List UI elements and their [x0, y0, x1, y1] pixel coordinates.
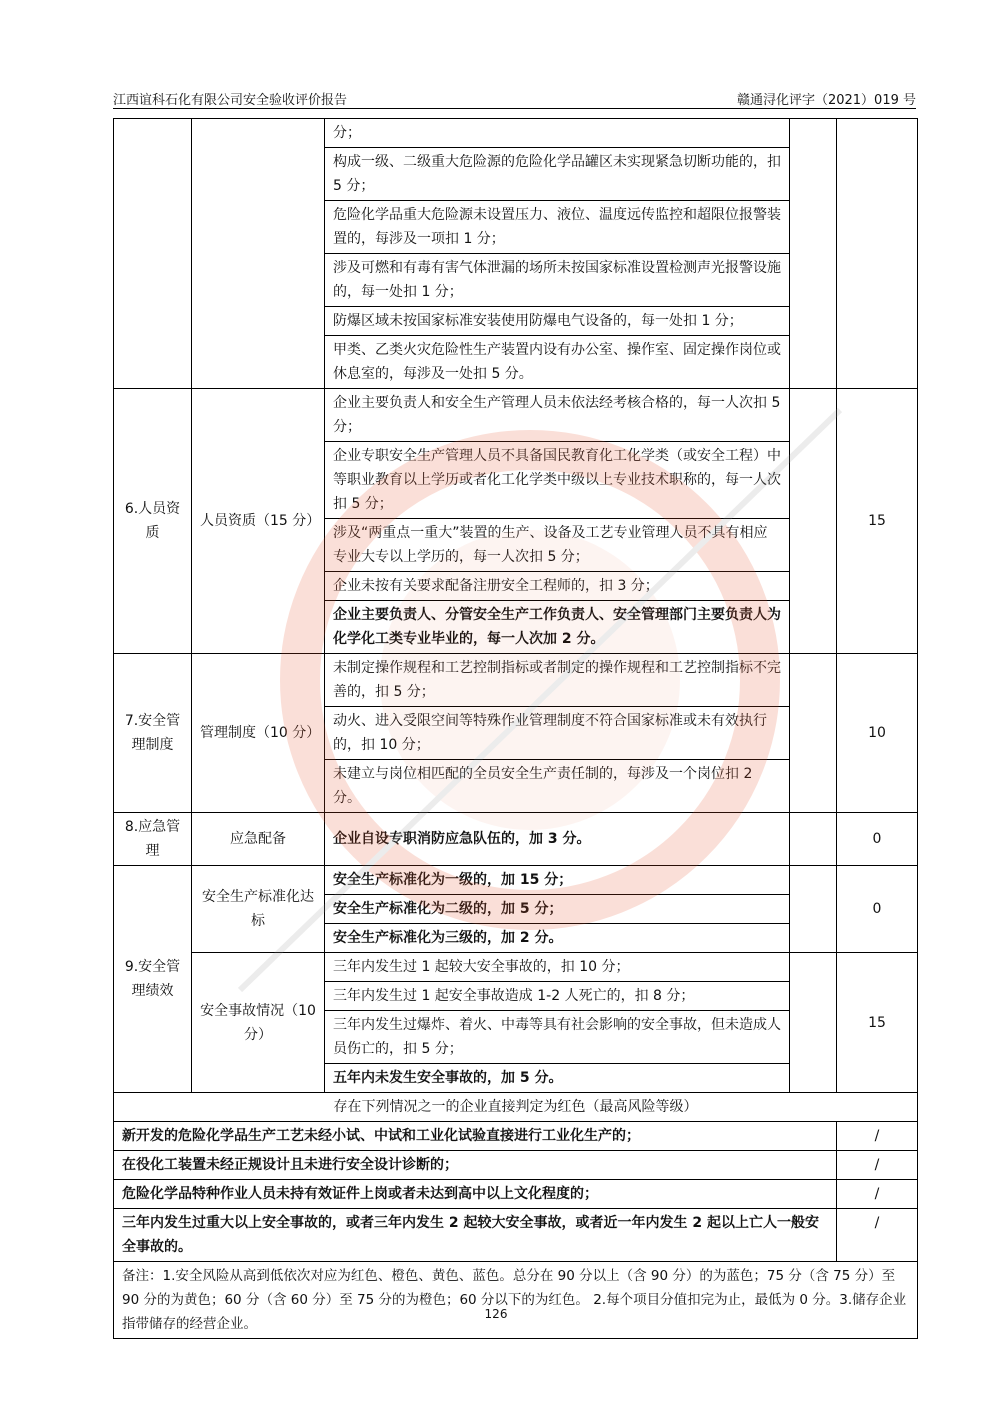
score-accidents: 15	[837, 953, 918, 1093]
criterion-text: 三年内发生过 1 起安全事故造成 1-2 人死亡的，扣 8 分；	[325, 982, 790, 1011]
table-row	[114, 1093, 918, 1122]
criterion-text: 危险化学品重大危险源未设置压力、液位、温度远传监控和超限位报警装置的，每涉及一项扣 1 分；	[325, 201, 790, 254]
bonus-text: 五年内未发生安全事故的，加 5 分。	[325, 1064, 790, 1093]
red-rule-item: 在役化工装置未经正规设计且未进行安全设计诊断的；	[114, 1151, 837, 1180]
red-rule-item: 危险化学品特种作业人员未持有效证件上岗或者未达到高中以上文化程度的；	[114, 1180, 837, 1209]
score-personnel: 15	[837, 389, 918, 654]
cont-category-cell	[114, 119, 192, 389]
item-emergency: 应急配备	[192, 813, 325, 866]
table-row	[114, 953, 918, 982]
score-management: 10	[837, 654, 918, 813]
score-standardization: 0	[837, 866, 918, 953]
criterion-text: 三年内发生过 1 起较大安全事故的，扣 10 分；	[325, 953, 790, 982]
table-row	[114, 1262, 918, 1339]
red-rule-mark: /	[837, 1151, 918, 1180]
table-row	[114, 866, 918, 895]
red-rule-item: 三年内发生过重大以上安全事故的，或者三年内发生 2 起较大安全事故，或者近一年内发生 2 起以上亡人一般安全事故的。	[114, 1209, 837, 1262]
criterion-text: 涉及“两重点一重大”装置的生产、设备及工艺专业管理人员不具有相应专业大专以上学历的，每一人次扣 5 分；	[325, 519, 790, 572]
cont-score-cell	[837, 119, 918, 389]
score-emergency: 0	[837, 813, 918, 866]
header-company: 江西谊科石化有限公司安全验收评价报告	[113, 93, 348, 108]
item-management: 管理制度（10 分）	[192, 654, 325, 813]
blank-cell	[790, 953, 837, 1093]
item-accidents: 安全事故情况（10 分）	[192, 953, 325, 1093]
criterion-text: 防爆区域未按国家标准安装使用防爆电气设备的，每一处扣 1 分；	[325, 307, 790, 336]
criterion-text: 企业主要负责人和安全生产管理人员未依法经考核合格的，每一人次扣 5 分；	[325, 389, 790, 442]
bonus-text: 安全生产标准化为三级的，加 2 分。	[325, 924, 790, 953]
item-standardization: 安全生产标准化达标	[192, 866, 325, 953]
table-row	[114, 1122, 918, 1151]
cont-item-cell	[192, 119, 325, 389]
page-number: 126	[484, 1307, 508, 1321]
red-rule-mark: /	[837, 1209, 918, 1262]
category-emergency: 8.应急管理	[114, 813, 192, 866]
red-rule-title: 存在下列情况之一的企业直接判定为红色（最高风险等级）	[114, 1093, 918, 1122]
item-personnel: 人员资质（15 分）	[192, 389, 325, 654]
bonus-text: 企业自设专职消防应急队伍的，加 3 分。	[325, 813, 790, 866]
header-report-number: 赣通浔化评字（2021）019 号	[736, 93, 916, 108]
criterion-text: 未建立与岗位相匹配的全员安全生产责任制的，每涉及一个岗位扣 2 分。	[325, 760, 790, 813]
criterion-text: 构成一级、二级重大危险源的危险化学品罐区未实现紧急切断功能的，扣 5 分；	[325, 148, 790, 201]
page-header	[113, 88, 916, 109]
criterion-text: 涉及可燃和有毒有害气体泄漏的场所未按国家标准设置检测声光报警设施的，每一处扣 1 分；	[325, 254, 790, 307]
table-row	[114, 813, 918, 866]
category-management: 7.安全管理制度	[114, 654, 192, 813]
cont-blank-cell	[790, 119, 837, 389]
table-row	[114, 389, 918, 442]
remarks: 备注：1.安全风险从高到低依次对应为红色、橙色、黄色、蓝色。总分在 90 分以上（含 90 分）的为蓝色；75 分（含 75 分）至 90 分的为黄色；60 分（含 60 分）至 75 分的为橙色；60 分以下的为红色。 2.每个项目分值扣完为止，最低为 0 分。3.储存企业指带储存的经营企业。	[114, 1262, 918, 1339]
blank-cell	[790, 389, 837, 654]
criterion-text: 动火、进入受限空间等特殊作业管理制度不符合国家标准或未有效执行的，扣 10 分；	[325, 707, 790, 760]
table-row	[114, 654, 918, 707]
table-row	[114, 1151, 918, 1180]
bonus-text: 安全生产标准化为一级的，加 15 分；	[325, 866, 790, 895]
criterion-text: 未制定操作规程和工艺控制指标或者制定的操作规程和工艺控制指标不完善的，扣 5 分；	[325, 654, 790, 707]
criterion-text: 甲类、乙类火灾危险性生产装置内设有办公室、操作室、固定操作岗位或休息室的，每涉及一处扣 5 分。	[325, 336, 790, 389]
red-rule-mark: /	[837, 1180, 918, 1209]
bonus-text: 安全生产标准化为二级的，加 5 分；	[325, 895, 790, 924]
red-rule-mark: /	[837, 1122, 918, 1151]
bonus-text: 企业主要负责人、分管安全生产工作负责人、安全管理部门主要负责人为化学化工类专业毕业的，每一人次加 2 分。	[325, 601, 790, 654]
criterion-text: 企业未按有关要求配备注册安全工程师的，扣 3 分；	[325, 572, 790, 601]
blank-cell	[790, 813, 837, 866]
red-rule-item: 新开发的危险化学品生产工艺未经小试、中试和工业化试验直接进行工业化生产的；	[114, 1122, 837, 1151]
category-performance: 9.安全管理绩效	[114, 866, 192, 1093]
table-row	[114, 119, 918, 148]
criterion-text: 企业专职安全生产管理人员不具备国民教育化工化学类（或安全工程）中等职业教育以上学历或者化工化学类中级以上专业技术职称的，每一人次扣 5 分；	[325, 442, 790, 519]
criterion-text: 三年内发生过爆炸、着火、中毒等具有社会影响的安全事故，但未造成人员伤亡的，扣 5 分；	[325, 1011, 790, 1064]
blank-cell	[790, 866, 837, 953]
table-row	[114, 1209, 918, 1262]
blank-cell	[790, 654, 837, 813]
evaluation-table	[113, 118, 918, 1339]
table-row	[114, 1180, 918, 1209]
category-personnel: 6.人员资质	[114, 389, 192, 654]
criterion-text: 分；	[325, 119, 790, 148]
